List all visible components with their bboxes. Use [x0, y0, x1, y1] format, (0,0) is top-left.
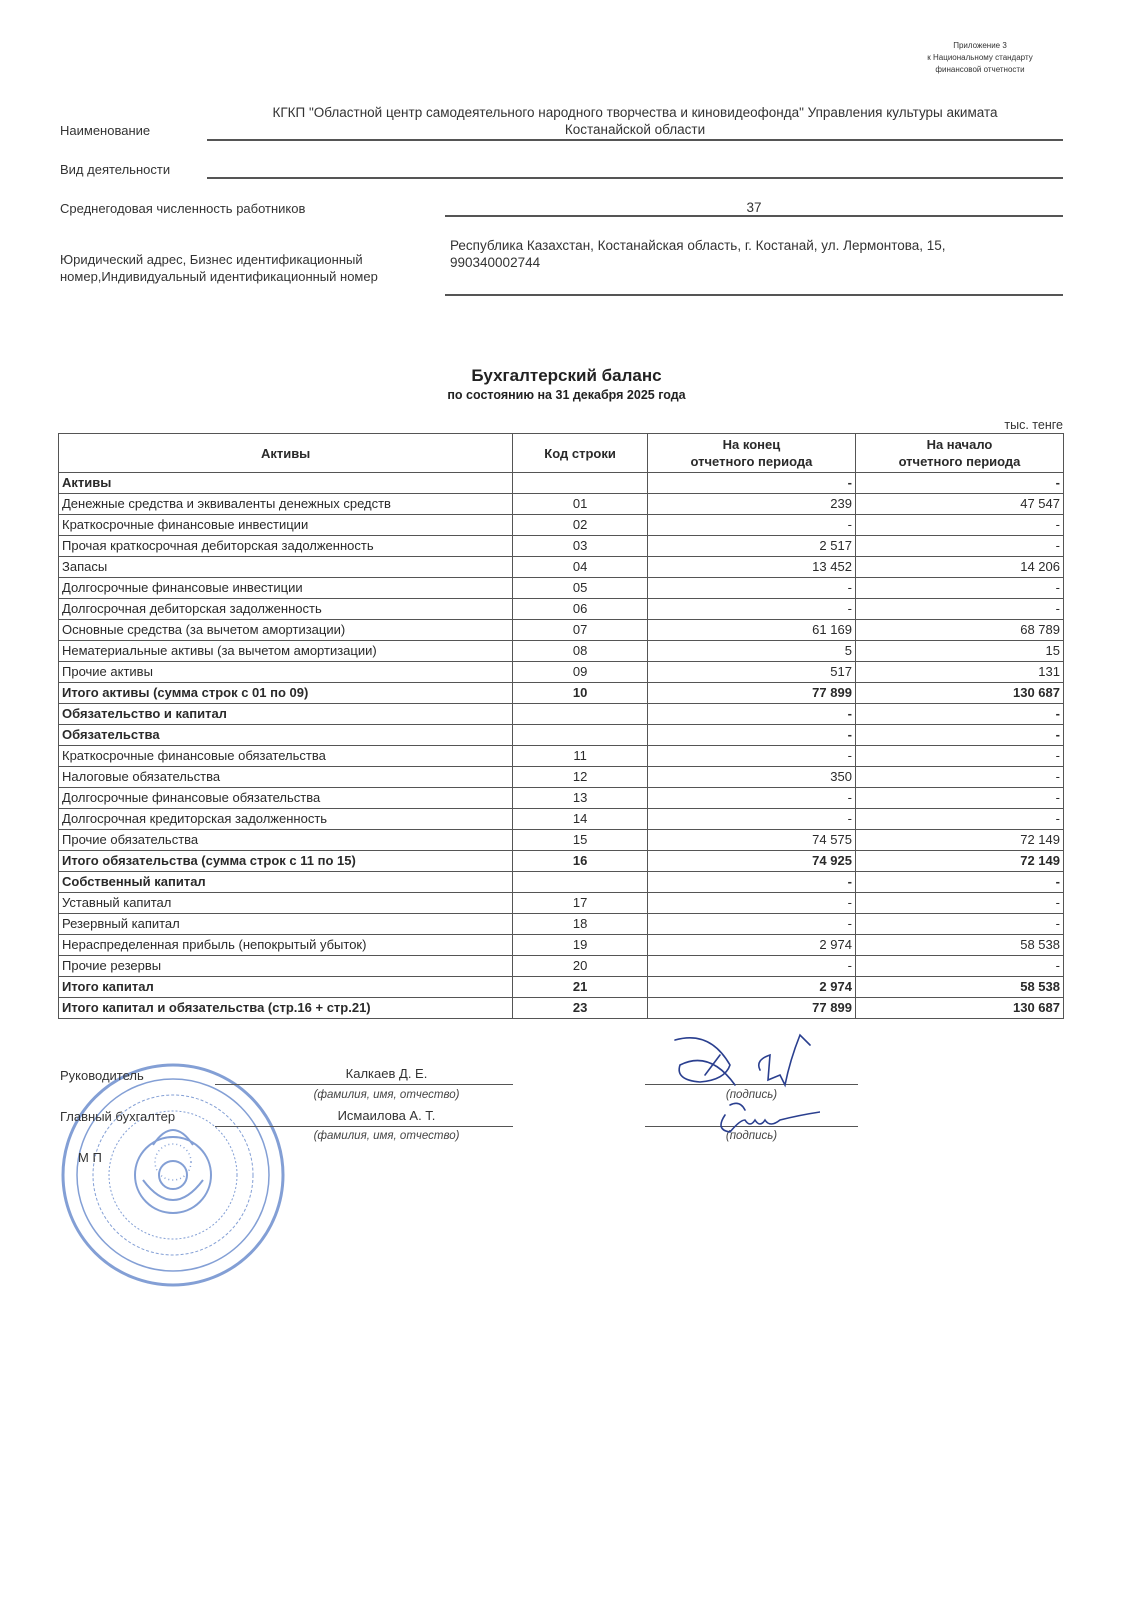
name-value-line-2: Костанайской области [564, 122, 706, 137]
row-start-value-cell: - [855, 809, 1063, 830]
col-header-name: Активы [59, 434, 513, 473]
table-row [59, 746, 1064, 767]
row-end-value-cell: 517 [647, 662, 855, 683]
row-name-cell: Итого капитал и обязательства (стр.16 + стр.21) [59, 998, 513, 1019]
table-row [59, 788, 1064, 809]
table-row [59, 935, 1064, 956]
row-code-cell: 07 [513, 620, 648, 641]
table-row [59, 683, 1064, 704]
row-end-value-cell: 77 899 [647, 998, 855, 1019]
col-header-code: Код строки [513, 434, 648, 473]
row-code-cell: 16 [513, 851, 648, 872]
row-name-cell: Прочие резервы [59, 956, 513, 977]
row-name-cell: Запасы [59, 557, 513, 578]
head-name: Калкаев Д. Е. [345, 1066, 428, 1081]
row-end-value-cell: 2 974 [647, 977, 855, 998]
table-row [59, 767, 1064, 788]
row-start-value-cell: - [855, 536, 1063, 557]
row-code-cell: 15 [513, 830, 648, 851]
row-name-cell: Активы [59, 473, 513, 494]
row-end-value-cell: - [647, 515, 855, 536]
row-end-value-cell: - [647, 704, 855, 725]
address-label [60, 251, 378, 285]
row-end-value-cell: 5 [647, 641, 855, 662]
row-start-value-cell: - [855, 704, 1063, 725]
row-code-cell: 19 [513, 935, 648, 956]
appendix-line-2: к Национальному стандарту [927, 53, 1033, 62]
row-end-value-cell: 2 974 [647, 935, 855, 956]
table-row [59, 557, 1064, 578]
row-code-cell: 04 [513, 557, 648, 578]
col-header-end [647, 434, 855, 473]
name-value [205, 104, 1065, 138]
row-code-cell: 02 [513, 515, 648, 536]
row-start-value-cell: - [855, 515, 1063, 536]
row-code-cell: 23 [513, 998, 648, 1019]
table-row [59, 599, 1064, 620]
row-code-cell: 14 [513, 809, 648, 830]
row-end-value-cell: 61 169 [647, 620, 855, 641]
row-end-value-cell: - [647, 893, 855, 914]
row-end-value-cell: - [647, 473, 855, 494]
row-end-value-cell: - [647, 599, 855, 620]
official-seal-icon [58, 1060, 288, 1290]
appendix-note [880, 40, 1080, 76]
row-name-cell: Обязательства [59, 725, 513, 746]
row-name-cell: Итого обязательства (сумма строк с 11 по 15) [59, 851, 513, 872]
accountant-signature-hint: (подпись) [725, 1130, 778, 1142]
row-start-value-cell: - [855, 578, 1063, 599]
row-name-cell: Краткосрочные финансовые инвестиции [59, 515, 513, 536]
table-row [59, 851, 1064, 872]
head-name-hint: (фамилия, имя, отчество) [313, 1089, 460, 1101]
row-end-value-cell: 74 925 [647, 851, 855, 872]
col-header-start-line-1: На начало [926, 437, 993, 452]
units-label: тыс. тенге [1004, 418, 1063, 432]
employees-label: Среднегодовая численность работников [60, 201, 306, 216]
row-code-cell: 20 [513, 956, 648, 977]
row-code-cell: 10 [513, 683, 648, 704]
row-name-cell: Обязательство и капитал [59, 704, 513, 725]
row-code-cell [513, 872, 648, 893]
col-header-end-line-1: На конец [722, 437, 781, 452]
row-code-cell: 05 [513, 578, 648, 599]
row-name-cell: Резервный капитал [59, 914, 513, 935]
row-end-value-cell: - [647, 956, 855, 977]
row-end-value-cell: - [647, 788, 855, 809]
row-code-cell: 01 [513, 494, 648, 515]
row-code-cell [513, 704, 648, 725]
row-name-cell: Долгосрочные финансовые инвестиции [59, 578, 513, 599]
row-start-value-cell: - [855, 725, 1063, 746]
row-start-value-cell: 15 [855, 641, 1063, 662]
table-row [59, 494, 1064, 515]
row-end-value-cell: - [647, 809, 855, 830]
row-end-value-cell: - [647, 872, 855, 893]
row-start-value-cell: 47 547 [855, 494, 1063, 515]
table-row [59, 662, 1064, 683]
address-value-line-2: 990340002744 [450, 255, 541, 270]
accountant-name-hint: (фамилия, имя, отчество) [313, 1130, 460, 1142]
row-code-cell [513, 725, 648, 746]
accountant-name: Исмаилова А. Т. [337, 1108, 436, 1123]
employees-value: 37 [746, 200, 762, 215]
col-header-end-line-2: отчетного периода [690, 454, 813, 469]
table-row [59, 809, 1064, 830]
row-code-cell: 12 [513, 767, 648, 788]
seal-label: М П [78, 1150, 102, 1165]
row-code-cell: 08 [513, 641, 648, 662]
head-signature-hint: (подпись) [725, 1089, 778, 1101]
row-name-cell: Долгосрочные финансовые обязательства [59, 788, 513, 809]
row-start-value-cell: 72 149 [855, 830, 1063, 851]
table-row [59, 725, 1064, 746]
row-code-cell [513, 473, 648, 494]
row-code-cell: 03 [513, 536, 648, 557]
row-name-cell: Основные средства (за вычетом амортизации) [59, 620, 513, 641]
table-row [59, 704, 1064, 725]
appendix-line-1: Приложение 3 [953, 41, 1007, 50]
name-value-line-1: КГКП "Областной центр самодеятельного народного творчества и киновидеофонда" Управления культуры акимата [272, 105, 998, 120]
balance-table-body [59, 473, 1064, 1019]
address-value-line-1: Республика Казахстан, Костанайская область, г. Костанай, ул. Лермонтова, 15, [450, 238, 946, 253]
col-header-start-line-2: отчетного периода [898, 454, 1021, 469]
table-row [59, 536, 1064, 557]
table-row [59, 620, 1064, 641]
row-end-value-cell: - [647, 914, 855, 935]
employees-underline [445, 215, 1063, 217]
handwritten-signature-icon [670, 1020, 820, 1140]
accountant-label: Главный бухгалтер [60, 1109, 176, 1124]
row-name-cell: Денежные средства и эквиваленты денежных средств [59, 494, 513, 515]
row-code-cell: 17 [513, 893, 648, 914]
row-end-value-cell: 239 [647, 494, 855, 515]
row-start-value-cell: - [855, 872, 1063, 893]
document-subtitle: по состоянию на 31 декабря 2025 года [447, 388, 686, 402]
table-row [59, 578, 1064, 599]
row-start-value-cell: - [855, 788, 1063, 809]
row-end-value-cell: 2 517 [647, 536, 855, 557]
table-row [59, 956, 1064, 977]
row-name-cell: Налоговые обязательства [59, 767, 513, 788]
row-start-value-cell: 58 538 [855, 977, 1063, 998]
table-row [59, 641, 1064, 662]
table-row [59, 830, 1064, 851]
row-start-value-cell: - [855, 893, 1063, 914]
row-start-value-cell: - [855, 746, 1063, 767]
address-label-line-2: номер,Индивидуальный идентификационный номер [60, 269, 378, 284]
row-code-cell: 13 [513, 788, 648, 809]
row-name-cell: Прочие активы [59, 662, 513, 683]
balance-table [58, 433, 1064, 1019]
row-start-value-cell: 14 206 [855, 557, 1063, 578]
row-start-value-cell: 68 789 [855, 620, 1063, 641]
row-end-value-cell: 13 452 [647, 557, 855, 578]
activity-label: Вид деятельности [60, 162, 171, 177]
row-name-cell: Долгосрочная кредиторская задолженность [59, 809, 513, 830]
table-row [59, 872, 1064, 893]
row-name-cell: Долгосрочная дебиторская задолженность [59, 599, 513, 620]
row-start-value-cell: 130 687 [855, 683, 1063, 704]
table-row [59, 893, 1064, 914]
appendix-line-3: финансовой отчетности [935, 65, 1025, 74]
row-name-cell: Прочие обязательства [59, 830, 513, 851]
row-end-value-cell: - [647, 725, 855, 746]
head-label: Руководитель [60, 1068, 144, 1083]
row-name-cell: Итого активы (сумма строк с 01 по 09) [59, 683, 513, 704]
activity-underline [207, 177, 1063, 179]
row-start-value-cell: 131 [855, 662, 1063, 683]
row-start-value-cell: - [855, 914, 1063, 935]
row-start-value-cell: 130 687 [855, 998, 1063, 1019]
head-name-line [215, 1084, 513, 1085]
row-start-value-cell: 72 149 [855, 851, 1063, 872]
accountant-name-line [215, 1126, 513, 1127]
row-code-cell: 11 [513, 746, 648, 767]
document-title: Бухгалтерский баланс [471, 366, 662, 385]
row-end-value-cell: 350 [647, 767, 855, 788]
row-name-cell: Собственный капитал [59, 872, 513, 893]
row-name-cell: Краткосрочные финансовые обязательства [59, 746, 513, 767]
row-name-cell: Нематериальные активы (за вычетом амортизации) [59, 641, 513, 662]
table-row [59, 515, 1064, 536]
table-header-row [59, 434, 1064, 473]
name-underline [207, 139, 1063, 141]
row-name-cell: Уставный капитал [59, 893, 513, 914]
row-start-value-cell: - [855, 599, 1063, 620]
row-start-value-cell: - [855, 473, 1063, 494]
col-header-start [855, 434, 1063, 473]
address-value [450, 237, 1063, 271]
table-row [59, 914, 1064, 935]
row-code-cell: 18 [513, 914, 648, 935]
row-name-cell: Нераспределенная прибыль (непокрытый убыток) [59, 935, 513, 956]
address-label-line-1: Юридический адрес, Бизнес идентификационный [60, 252, 363, 267]
row-code-cell: 21 [513, 977, 648, 998]
row-end-value-cell: - [647, 578, 855, 599]
table-row [59, 998, 1064, 1019]
row-start-value-cell: 58 538 [855, 935, 1063, 956]
name-label: Наименование [60, 123, 151, 138]
row-code-cell: 06 [513, 599, 648, 620]
row-start-value-cell: - [855, 767, 1063, 788]
row-code-cell: 09 [513, 662, 648, 683]
table-row [59, 977, 1064, 998]
row-name-cell: Прочая краткосрочная дебиторская задолженность [59, 536, 513, 557]
row-end-value-cell: 77 899 [647, 683, 855, 704]
row-start-value-cell: - [855, 956, 1063, 977]
row-end-value-cell: - [647, 746, 855, 767]
row-name-cell: Итого капитал [59, 977, 513, 998]
table-row [59, 473, 1064, 494]
address-underline [445, 294, 1063, 296]
row-end-value-cell: 74 575 [647, 830, 855, 851]
